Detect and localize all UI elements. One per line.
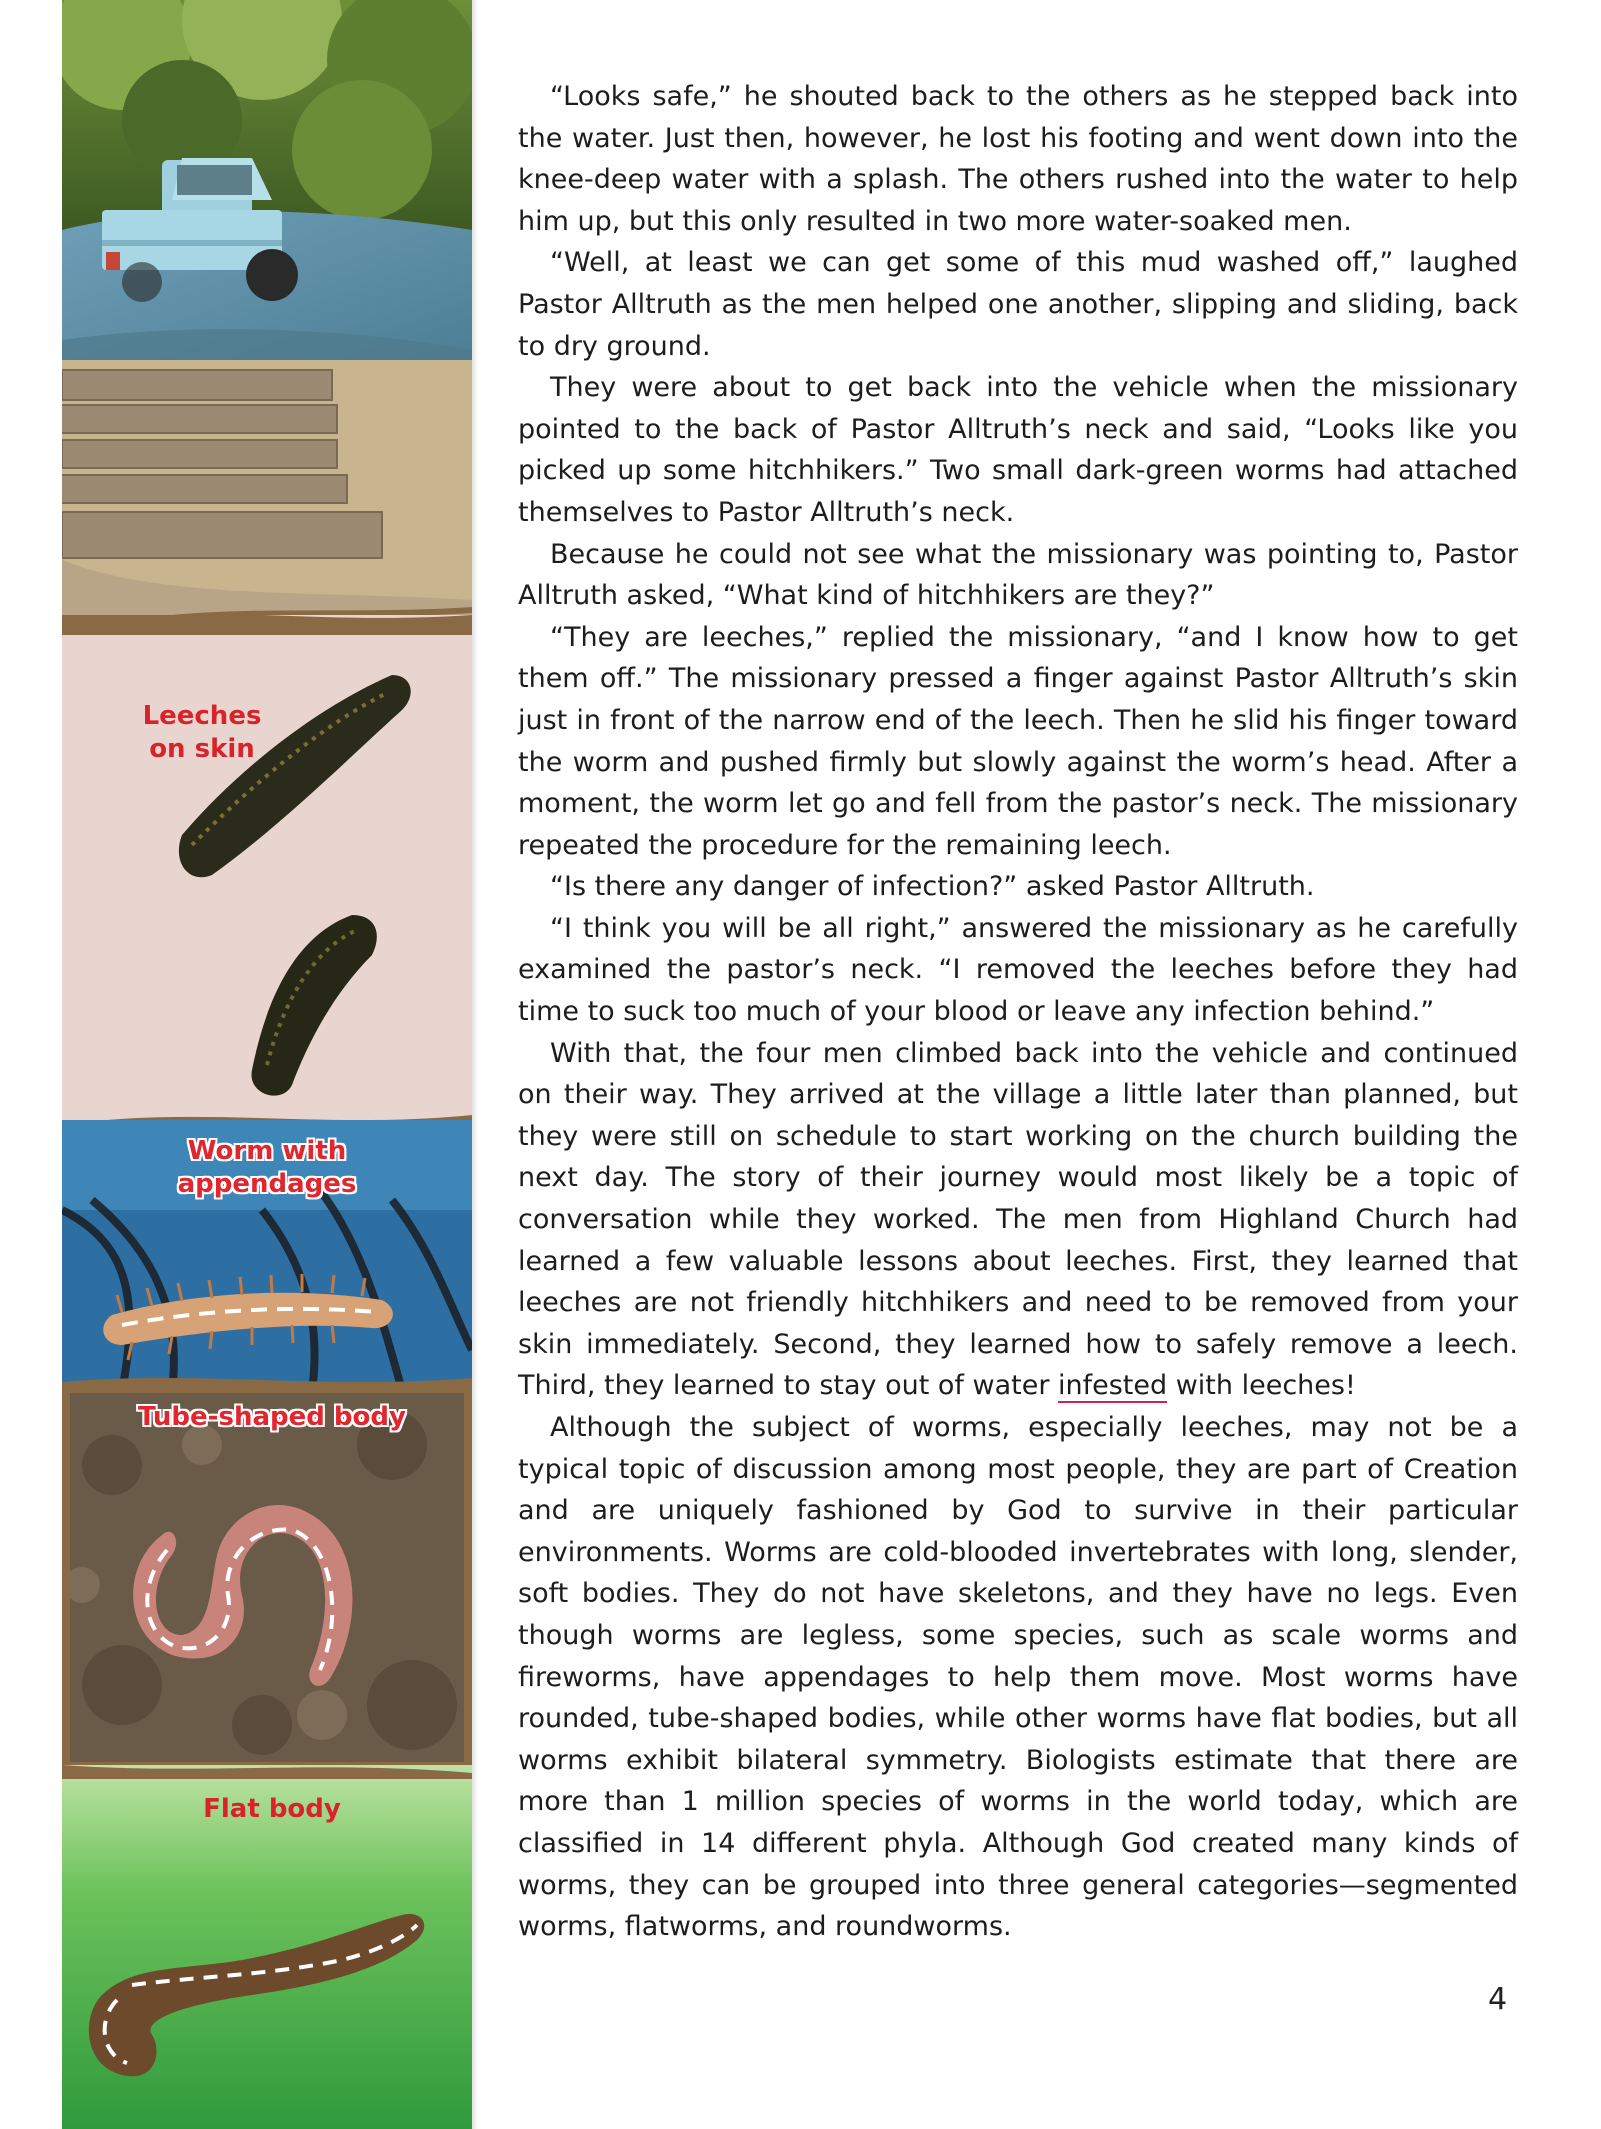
paragraph: [518, 1033, 1518, 1407]
truck-photo-panel: [62, 0, 472, 640]
paragraph: “I think you will be all right,” answered the missionary as he carefully examined the pastor’s neck. “I removed the leeches before they had time to suck too much of your blood or leave any infection behind.”: [518, 912, 1518, 1028]
paragraph: “They are leeches,” replied the missionary, “and I know how to get them off.” The missionary pressed a finger against Pastor Alltruth’s skin just in front of the narrow end of the leech. Then he slid his finger toward the worm and pushed firmly but slowly against the worm’s head. After a moment, the worm let go and fell from the pastor’s neck. The missionary repeated the procedure for the remaining leech.: [518, 621, 1518, 861]
paragraph-text: With that, the four men climbed back into the vehicle and continued on their way. They arrived at the village a little later than planned, but they were still on schedule to start working on the church building the next day. The story of their journey would most likely be a topic of conversation while they worked. The men from Highland Church had learned a few valuable lessons about leeches. First, they learned that leeches are not friendly hitchhikers and need to be removed from your skin immediately. Second, they learned how to safely remove a leech. Third, they learned to stay out of water: [518, 1037, 1518, 1402]
photo-strip: [62, 0, 472, 2129]
paragraph-text: with leeches!: [1167, 1370, 1356, 1402]
vocabulary-word-infested: infested: [1058, 1370, 1168, 1402]
page-number: 4: [1488, 1982, 1508, 2017]
caption-worm-with-appendages: Worm with appendages: [177, 1136, 357, 1199]
leeches-photo: [62, 615, 472, 1135]
tube-worm-photo-panel: [62, 1385, 472, 1770]
caption-tube-shaped-body: Tube-shaped body: [138, 1402, 406, 1432]
paragraph: “Is there any danger of infection?” asked Pastor Alltruth.: [550, 871, 1315, 903]
story-text: [518, 76, 1518, 1948]
paragraph: “Looks safe,” he shouted back to the others as he stepped back into the water. Just then, however, he lost his footing and went down into the knee-deep water with a splash. The others rushed into the water to help him up, but this only resulted in two more water-soaked men.: [518, 81, 1518, 237]
leeches-photo-panel: [62, 615, 472, 1135]
earthworm-photo: [62, 1385, 472, 1770]
appendage-worm-photo-panel: [62, 1120, 472, 1390]
flat-worm-photo-panel: [62, 1765, 472, 2129]
paragraph: Although the subject of worms, especially leeches, may not be a typical topic of discussion among most people, they are part of Creation and are uniquely fashioned by God to survive in their particular environments. Worms are cold-blooded invertebrates with long, slender, soft bodies. They do not have skeletons, and they have no legs. Even though worms are legless, some species, such as scale worms and fireworms, have appendages to help them move. Most worms have rounded, tube-shaped bodies, while other worms have flat bodies, but all worms exhibit bilateral symmetry. Biologists estimate that there are more than 1 million species of worms in the world today, which are classified in 14 different phyla. Although God created many kinds of worms, they can be grouped into three general categories—segmented worms, flatworms, and roundworms.: [518, 1412, 1518, 1943]
caption-leeches-on-skin: Leeches on skin: [142, 701, 262, 764]
pickup-truck-in-water-photo: [62, 0, 472, 640]
paragraph: “Well, at least we can get some of this mud washed off,” laughed Pastor Alltruth as the men helped one another, slipping and sliding, back to dry ground.: [518, 247, 1518, 362]
paragraph: They were about to get back into the vehicle when the missionary pointed to the back of Pastor Alltruth’s neck and said, “Looks like you picked up some hitchhikers.” Two small dark-green worms had attached themselves to Pastor Alltruth’s neck.: [518, 372, 1518, 528]
caption-flat-body: Flat body: [203, 1794, 341, 1824]
strip-shadow-divider: [472, 0, 478, 2129]
paragraph: Because he could not see what the missionary was pointing to, Pastor Alltruth asked, “What kind of hitchhikers are they?”: [518, 538, 1518, 612]
